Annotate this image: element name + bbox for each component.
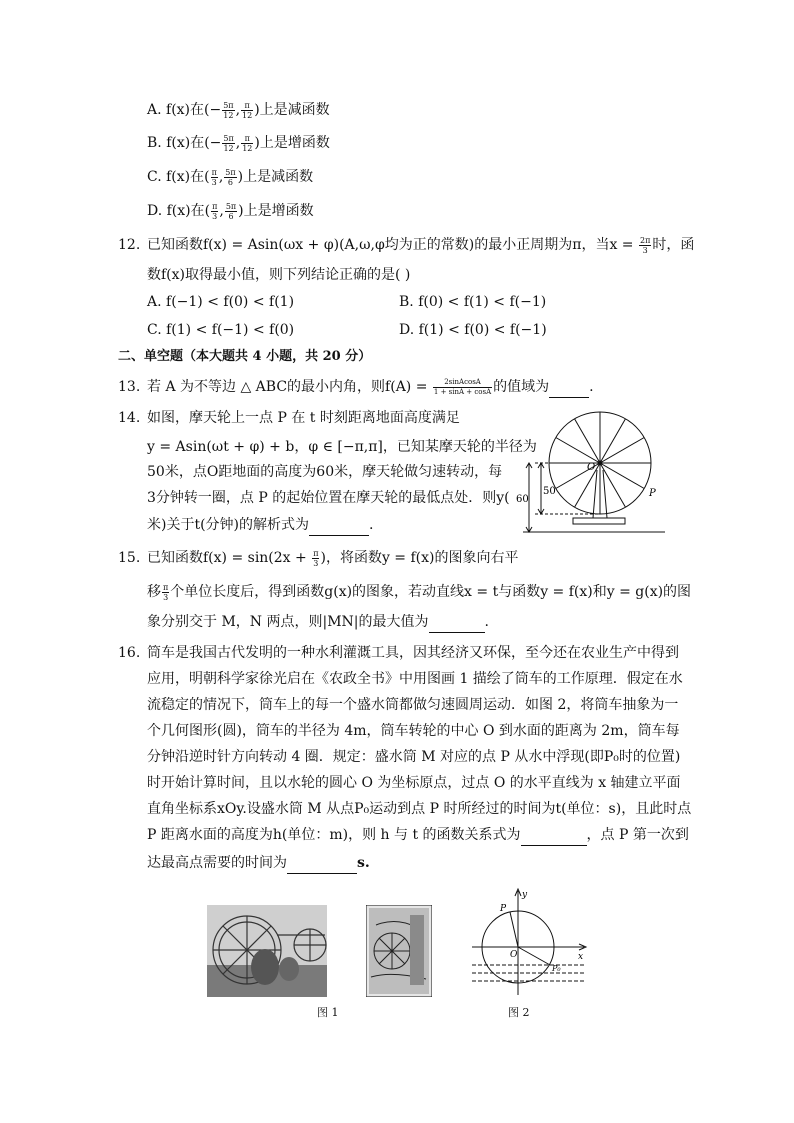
denominator: 12 xyxy=(223,143,234,153)
q12-option-c: C. f(1) < f(−1) < f(0) xyxy=(147,322,295,338)
denominator: 12 xyxy=(242,143,253,153)
stem-text: P 距离水面的高度为h(单位：m)，则 h 与 t 的函数关系式为 xyxy=(147,827,521,843)
fraction xyxy=(222,134,234,153)
q11-option-c xyxy=(147,167,313,187)
ferris-wheel-figure xyxy=(515,408,675,543)
numerator: 2π xyxy=(639,235,651,245)
fraction xyxy=(211,202,218,221)
point-p-label: P xyxy=(500,904,507,914)
numerator: π xyxy=(163,582,169,592)
q16-line2: 应用，明朝科学家徐光启在《农政全书》中用图画 1 描绘了筒车的工作原理．假定在水 xyxy=(147,671,683,687)
answer-blank[interactable] xyxy=(309,515,369,536)
fraction xyxy=(433,378,492,397)
q15-number: 15. xyxy=(118,550,141,566)
stem-text: 个单位长度后，得到函数g(x)的图象，若动直线x = t与函数y = f(x)和y = g(x)的图 xyxy=(170,584,692,600)
origin-label: O xyxy=(510,950,518,960)
point-p0-label: P₀ xyxy=(552,964,561,973)
q12-option-b: B. f(0) < f(1) < f(−1) xyxy=(399,294,547,310)
height-label: 60 xyxy=(516,494,529,505)
denominator: 12 xyxy=(223,110,234,120)
q11-option-d xyxy=(147,201,314,221)
stem-text: s. xyxy=(357,855,370,871)
numerator: 5π xyxy=(223,100,234,110)
q16-line5: 分钟沿逆时针方向转动 4 圈．规定：盛水筒 M 对应的点 P 从水中浮现(即P₀时的位置) xyxy=(147,749,681,765)
numerator: π xyxy=(241,101,253,111)
separator: , xyxy=(218,169,224,185)
answer-blank[interactable] xyxy=(549,377,589,398)
numerator: π xyxy=(212,201,218,211)
stem-text: 米)关于t(分钟)的解析式为 xyxy=(147,517,310,533)
point-label: P xyxy=(649,488,656,499)
q14-number: 14. xyxy=(118,410,141,426)
fraction xyxy=(639,236,651,255)
stem-text: 已知函数f(x) = sin(2x + xyxy=(147,550,312,566)
fraction xyxy=(225,202,237,221)
q14-line1: 如图，摩天轮上一点 P 在 t 时刻距离地面高度满足 xyxy=(147,410,460,426)
stem-text: 的值域为 xyxy=(493,379,550,395)
denominator: 3 xyxy=(313,558,319,568)
separator: , xyxy=(219,203,224,219)
fraction xyxy=(241,134,253,153)
q12-option-d: D. f(1) < f(0) < f(−1) xyxy=(399,322,547,338)
option-text: )上是减函数 xyxy=(237,169,314,185)
q11-option-a xyxy=(147,100,330,120)
option-text: B. f(x)在(− xyxy=(147,135,222,151)
answer-blank-1[interactable] xyxy=(521,825,587,846)
book-illustration xyxy=(366,905,432,997)
section-heading: 二、单空题（本大题共 4 小题，共 20 分） xyxy=(118,349,372,364)
q14-line3: 50米，点O距地面的高度为60米，摩天轮做匀速转动，每 xyxy=(147,464,503,480)
answer-blank-2[interactable] xyxy=(287,853,357,874)
water-wheel-photo xyxy=(207,905,327,997)
numerator: 2sinAcosA xyxy=(433,378,492,388)
figure-1-caption: 图 1 xyxy=(317,1006,339,1019)
option-text: )上是增函数 xyxy=(254,135,330,151)
x-axis-label: x xyxy=(578,952,584,962)
denominator: 3 xyxy=(211,177,217,187)
figure-2-caption: 图 2 xyxy=(508,1006,530,1019)
q13-stem: 若 A 为不等边 △ ABC的最小内角，则f(A) = $\frac{\text{2sinAcosA}}{1 + \sin A + \cos A}$ 的值域为 . xyxy=(147,377,594,398)
option-text: A. f(x)在(− xyxy=(147,102,222,118)
denominator: 3 xyxy=(163,592,169,602)
q12-stem-line2: 数f(x)取得最小值，则下列结论正确的是( ) xyxy=(147,267,411,283)
fraction xyxy=(224,168,236,187)
q14-line5: 米)关于t(分钟)的解析式为 . xyxy=(147,515,373,536)
q15-line3: 象分别交于 M，N 两点，则|MN|的最大值为 . xyxy=(147,612,489,633)
fraction xyxy=(241,101,253,120)
q16-line6: 时开始计算时间，且以水轮的圆心 O 为坐标原点，过点 O 的水平直线为 x 轴建立平面 xyxy=(147,775,681,791)
q16-line7: 直角坐标系xOy.设盛水筒 M 从点P₀运动到点 P 时所经过的时间为t(单位：s)，且此时点 xyxy=(147,801,692,817)
separator: , xyxy=(235,135,241,151)
q14-line4: 3分钟转一圈，点 P 的起始位置在摩天轮的最低点处．则y( xyxy=(147,490,510,506)
stem-text: 已知函数f(x) = Asin(ωx + φ)(A,ω,φ均为正的常数)的最小正周期为π，当x = xyxy=(147,237,638,253)
numerator: 5π xyxy=(223,133,234,143)
numerator: π xyxy=(313,548,319,558)
q12-option-a: A. f(−1) < f(0) < f(1) xyxy=(147,294,295,310)
q16-line3: 流稳定的情况下，筒车上的每一个盛水筒都做匀速圆周运动．如图 2，将筒车抽象为一 xyxy=(147,697,679,713)
numerator: π xyxy=(211,167,217,177)
q12-number: 12. xyxy=(118,237,141,253)
separator: , xyxy=(235,102,241,118)
radius-label: 50 xyxy=(543,486,556,497)
q16-line4: 个几何图形(圆)，筒车的半径为 4m，筒车转轮的中心 O 到水面的距离为 2m，筒车每 xyxy=(147,723,680,739)
numerator: π xyxy=(241,134,253,144)
fraction xyxy=(162,583,169,602)
option-text: )上是减函数 xyxy=(254,102,330,118)
q16-number: 16. xyxy=(118,645,141,661)
q16-line9 xyxy=(147,853,370,874)
q12-stem-line1 xyxy=(147,235,694,255)
stem-text: )，将函数y = f(x)的图象向右平 xyxy=(320,550,519,566)
fraction xyxy=(222,101,234,120)
stem-text: ，点 P 第一次到 xyxy=(586,827,689,843)
option-text: D. f(x)在( xyxy=(147,203,211,219)
q15-line2 xyxy=(147,582,691,602)
denominator: 6 xyxy=(227,177,234,187)
answer-blank[interactable] xyxy=(429,612,485,633)
option-text: C. f(x)在( xyxy=(147,169,210,185)
q16-line1: 筒车是我国古代发明的一种水利灌溉工具，因其经济又环保，至今还在农业生产中得到 xyxy=(147,645,679,661)
option-text: )上是增函数 xyxy=(238,203,314,219)
fraction xyxy=(211,168,218,187)
numerator: 5π xyxy=(225,167,236,177)
stem-text: 象分别交于 M，N 两点，则|MN|的最大值为 xyxy=(147,614,429,630)
q13-number: 13. xyxy=(118,379,141,395)
y-axis-label: y xyxy=(522,890,528,900)
denominator: 12 xyxy=(242,110,253,120)
coordinate-diagram xyxy=(468,885,590,997)
stem-text: 若 A 为不等边 △ ABC的最小内角，则f(A) = xyxy=(147,379,432,395)
center-label: O xyxy=(587,462,596,473)
q11-option-b xyxy=(147,133,330,153)
q15-line1 xyxy=(147,548,519,568)
denominator: 1 + sinA + cosA xyxy=(433,387,492,396)
q14-line2: y = Asin(ωt + φ) + b，φ ∈ [−π,π]，已知某摩天轮的半径为 xyxy=(147,439,537,455)
stem-text: 达最高点需要的时间为 xyxy=(147,855,287,871)
denominator: 6 xyxy=(228,211,234,221)
numerator: 5π xyxy=(225,201,237,211)
denominator: 3 xyxy=(212,211,218,221)
denominator: 3 xyxy=(642,245,648,255)
stem-text: 时，函 xyxy=(652,237,695,253)
stem-text: 移 xyxy=(147,584,161,600)
q16-line8 xyxy=(147,825,689,846)
fraction xyxy=(312,549,319,568)
